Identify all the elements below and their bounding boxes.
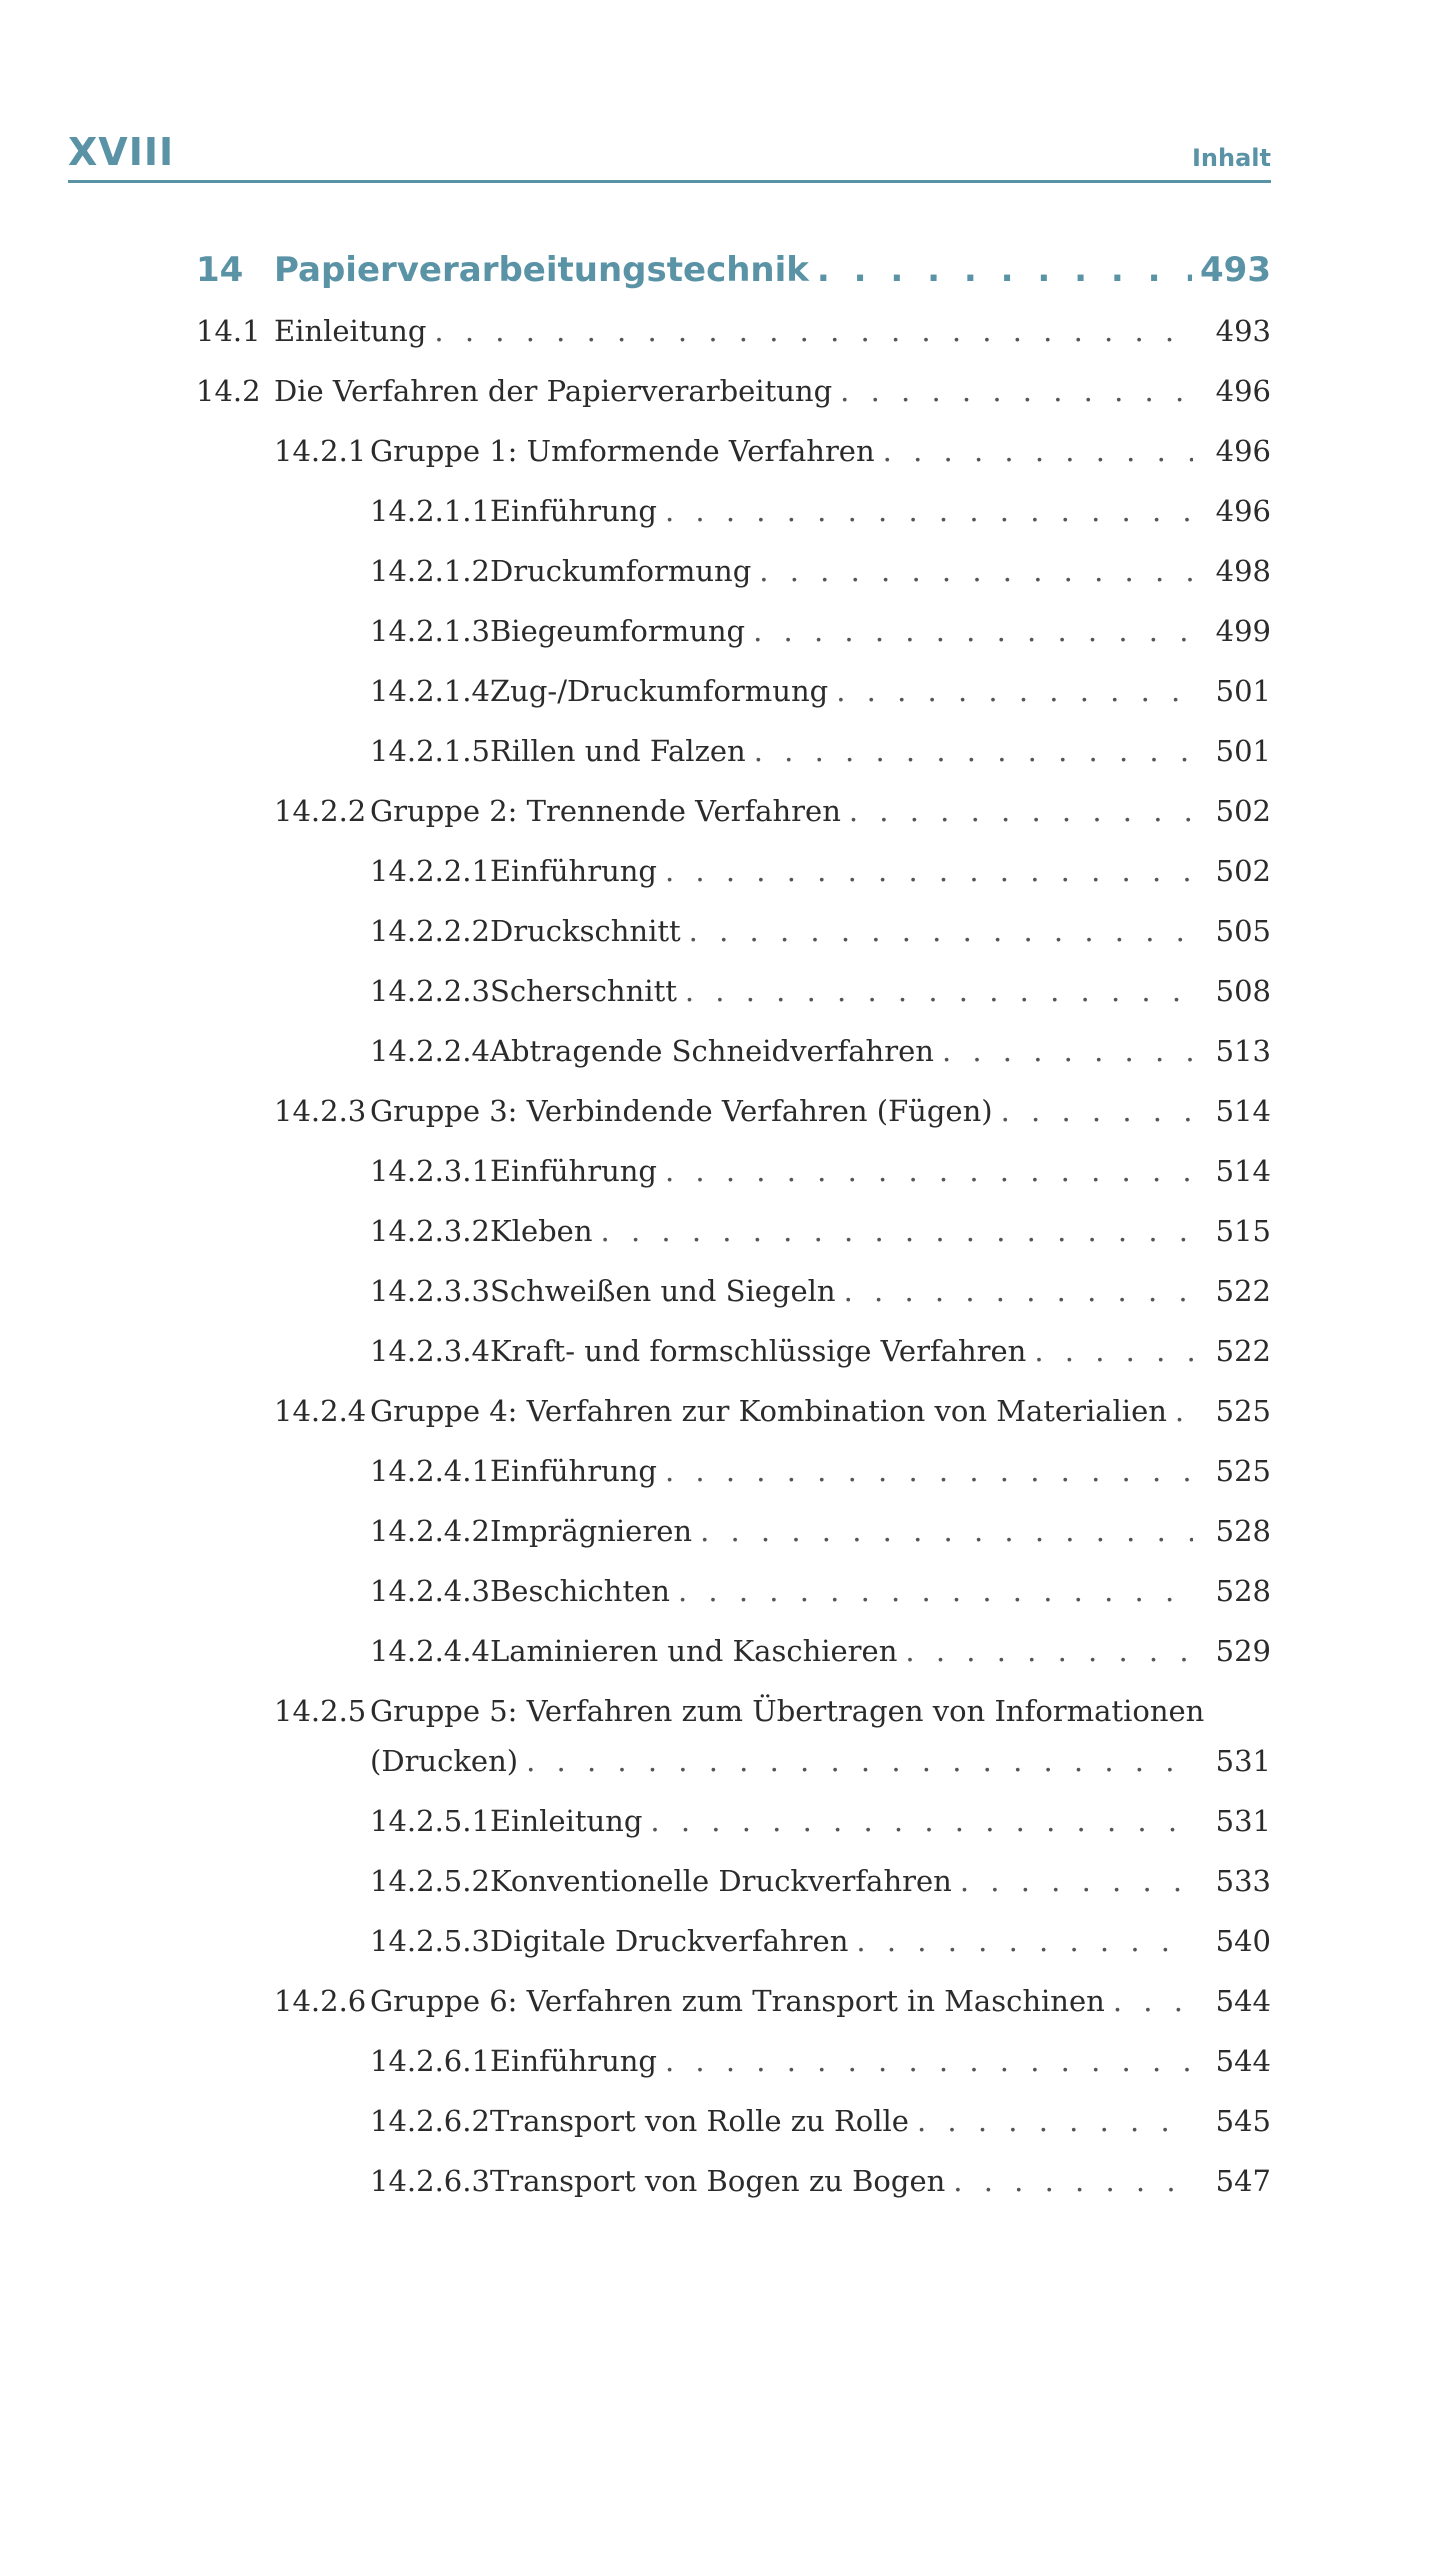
toc-entry[interactable] [370,2044,1271,2078]
toc-entry-multiline-first[interactable] [274,1694,1204,1728]
toc-entry-number: 14.2.1.4 [370,674,490,708]
toc-entry-page: 531 [1215,1804,1271,1838]
dot-leader [526,1744,1193,1778]
toc-entry-page: 540 [1215,1924,1271,1958]
dot-leader [942,1034,1193,1068]
toc-entry-title: Konventionelle Druckverfahren [490,1864,952,1898]
toc-entry-title: Einführung [490,2044,657,2078]
toc-entry-number: 14.2.2.3 [370,974,490,1008]
toc-entry-page: 513 [1215,1034,1271,1068]
toc-entry-title: Gruppe 4: Verfahren zur Kombination von Materialien [370,1394,1167,1428]
toc-entry-title: Gruppe 3: Verbindende Verfahren (Fügen) [370,1094,993,1128]
toc-entry-number: 14.2.4.3 [370,1574,490,1608]
toc-entry[interactable] [370,1334,1271,1368]
dot-leader [1113,1984,1193,2018]
dot-leader [849,794,1193,828]
toc-entry-number: 14.2.6.3 [370,2164,490,2198]
toc-entry-title: Kraft- und formschlüssige Verfahren [490,1334,1027,1368]
dot-leader [678,1574,1193,1608]
toc-entry-title: Einführung [490,1454,657,1488]
toc-entry-page: 533 [1215,1864,1271,1898]
toc-entry[interactable] [370,974,1271,1008]
toc-entry-number: 14.2.1.1 [370,494,490,528]
toc-entry-number: 14.2.3.2 [370,1214,490,1248]
toc-entry[interactable] [370,854,1271,888]
toc-entry-page: 525 [1215,1394,1271,1428]
toc-entry-page: 502 [1215,854,1271,888]
toc-entry[interactable] [370,614,1271,648]
toc-entry-title: Transport von Bogen zu Bogen [490,2164,946,2198]
toc-entry-page: 525 [1215,1454,1271,1488]
toc-entry-title: Papierverarbeitungstechnik [274,250,809,290]
toc-entry-number: 14.2.6 [274,1984,367,2018]
toc-entry[interactable] [370,674,1271,708]
toc-entry-number: 14.2.3.1 [370,1154,490,1188]
toc-entry-page: 502 [1215,794,1271,828]
toc-entry[interactable] [274,1094,1271,1128]
toc-entry-number: 14.2.4.1 [370,1454,490,1488]
dot-leader [665,1154,1193,1188]
toc-entry[interactable] [196,314,1271,348]
toc-entry-title: Gruppe 1: Umformende Verfahren [370,434,875,468]
toc-entry-number: 14.2.3.4 [370,1334,490,1368]
dot-leader [434,314,1193,348]
dot-leader [665,2044,1193,2078]
toc-entry[interactable] [370,1864,1271,1898]
toc-entry-page: 528 [1215,1574,1271,1608]
dot-leader [953,2164,1193,2198]
dot-leader [960,1864,1193,1898]
toc-entry[interactable] [370,914,1271,948]
toc-entry-title: Digitale Druckverfahren [490,1924,849,1958]
toc-entry-page: 522 [1215,1334,1271,1368]
toc-entry-number: 14.2.4 [274,1394,367,1428]
toc-entry-page: 514 [1215,1094,1271,1128]
toc-entry-number: 14 [196,250,244,290]
toc-entry-title: Schweißen und Siegeln [490,1274,836,1308]
dot-leader [836,674,1193,708]
dot-leader [905,1634,1193,1668]
toc-entry[interactable] [370,2164,1271,2198]
dot-leader [856,1924,1193,1958]
toc-entry-page: 522 [1215,1274,1271,1308]
toc-entry[interactable] [370,1454,1271,1488]
toc-entry-title: Imprägnieren [490,1514,693,1548]
toc-entry-title: Biegeumformung [490,614,746,648]
page-number: XVIII [68,130,175,174]
toc-chapter-entry[interactable] [196,250,1271,290]
toc-entry-number: 14.2.5.2 [370,1864,490,1898]
dot-leader [753,614,1193,648]
running-head: Inhalt [1192,144,1271,172]
dot-leader [650,1804,1193,1838]
dot-leader [840,374,1193,408]
toc-entry-number: 14.2.2 [274,794,367,828]
toc-entry-page: 514 [1215,1154,1271,1188]
dot-leader [685,974,1193,1008]
toc-entry-title: Druckschnitt [490,914,681,948]
toc-entry-number: 14.2.6.2 [370,2104,490,2138]
toc-entry-number: 14.2.6.1 [370,2044,490,2078]
toc-entry-title: Scherschnitt [490,974,677,1008]
toc-entry-page: 547 [1215,2164,1271,2198]
toc-entry-title: Einleitung [274,314,427,348]
dot-leader [601,1214,1193,1248]
toc-entry-number: 14.2.3.3 [370,1274,490,1308]
toc-entry-number: 14.2.5 [274,1694,367,1728]
dot-leader [917,2104,1193,2138]
dot-leader [1001,1094,1193,1128]
toc-entry-page: 544 [1215,2044,1271,2078]
toc-entry-number: 14.2.3 [274,1094,367,1128]
toc-entry-page: 496 [1215,434,1271,468]
toc-entry-number: 14.2.2.1 [370,854,490,888]
dot-leader [1034,1334,1193,1368]
toc-entry-title: Rillen und Falzen [490,734,746,768]
toc-entry[interactable] [370,1514,1271,1548]
toc-entry-number: 14.2.1.5 [370,734,490,768]
toc-entry-page: 508 [1215,974,1271,1008]
toc-entry-page: 496 [1215,374,1271,408]
toc-entry-number: 14.2.5.1 [370,1804,490,1838]
toc-entry-page: 528 [1215,1514,1271,1548]
toc-entry-number: 14.2.4.4 [370,1634,490,1668]
toc-entry-title: Gruppe 5: Verfahren zum Übertragen von Informationen [370,1694,1205,1728]
toc-entry[interactable] [370,494,1271,528]
toc-entry-title: Kleben [490,1214,593,1248]
dot-leader [665,1454,1193,1488]
toc-entry-number: 14.2.5.3 [370,1924,490,1958]
toc-entry-title: Druckumformung [490,554,752,588]
toc-entry-title: Abtragende Schneidverfahren [490,1034,934,1068]
toc-entry-number: 14.2.2.4 [370,1034,490,1068]
toc-entry-number: 14.2.1.3 [370,614,490,648]
toc-entry-number: 14.2.1.2 [370,554,490,588]
toc-entry-title: Einführung [490,1154,657,1188]
dot-leader [883,434,1193,468]
toc-entry[interactable] [370,554,1271,588]
toc-entry[interactable] [370,1214,1271,1248]
dot-leader [665,854,1193,888]
toc-entry-page: 505 [1215,914,1271,948]
toc-entry-title: Beschichten [490,1574,670,1608]
toc-entry-title: Einführung [490,854,657,888]
dot-leader [665,494,1193,528]
toc-entry[interactable] [274,1984,1271,2018]
toc-entry-number: 14.2.4.2 [370,1514,490,1548]
toc-entry[interactable] [370,1154,1271,1188]
toc-entry-page: 501 [1215,674,1271,708]
toc-entry-page: 545 [1215,2104,1271,2138]
toc-entry-number: 14.1 [196,314,261,348]
toc-entry-title: Gruppe 6: Verfahren zum Transport in Maschinen [370,1984,1105,2018]
toc-entry[interactable] [274,794,1271,828]
toc-entry-number: 14.2.2.2 [370,914,490,948]
toc-entry[interactable] [370,1924,1271,1958]
toc-entry[interactable] [274,1394,1271,1428]
toc-entry[interactable] [196,374,1271,408]
toc-entry-page: 498 [1215,554,1271,588]
dot-leader [759,554,1193,588]
toc-entry-page: 531 [1215,1744,1271,1778]
dot-leader [700,1514,1193,1548]
dot-leader [754,734,1193,768]
toc-entry-title: Transport von Rolle zu Rolle [490,2104,909,2138]
dot-leader [817,250,1192,290]
toc-entry-title-continued: (Drucken) [370,1744,519,1778]
toc-entry[interactable] [370,1574,1271,1608]
toc-entry-title: Laminieren und Kaschieren [490,1634,898,1668]
toc-entry[interactable] [370,2104,1271,2138]
toc-entry-title: Die Verfahren der Papierverarbeitung [274,374,833,408]
toc-entry-title: Einführung [490,494,657,528]
dot-leader [1175,1394,1193,1428]
toc-entry-page: 544 [1215,1984,1271,2018]
toc-entry-title: Zug-/Druckumformung [490,674,829,708]
toc-entry[interactable] [370,1634,1271,1668]
toc-entry-multiline-second[interactable] [370,1744,1271,1778]
dot-leader [689,914,1193,948]
toc-entry[interactable] [370,1034,1271,1068]
toc-entry-page: 529 [1215,1634,1271,1668]
toc-entry[interactable] [370,1804,1271,1838]
toc-entry-page: 496 [1215,494,1271,528]
toc-entry-page: 515 [1215,1214,1271,1248]
toc-entry-page: 499 [1215,614,1271,648]
toc-entry[interactable] [370,734,1271,768]
dot-leader [844,1274,1193,1308]
toc-entry[interactable] [370,1274,1271,1308]
toc-entry-number: 14.2 [196,374,261,408]
toc-entry-page: 493 [1200,250,1271,290]
toc-entry-page: 501 [1215,734,1271,768]
toc-entry-title: Einleitung [490,1804,643,1838]
toc-entry-number: 14.2.1 [274,434,367,468]
toc-entry-title: Gruppe 2: Trennende Verfahren [370,794,841,828]
toc-entry[interactable] [274,434,1271,468]
toc-entry-page: 493 [1215,314,1271,348]
